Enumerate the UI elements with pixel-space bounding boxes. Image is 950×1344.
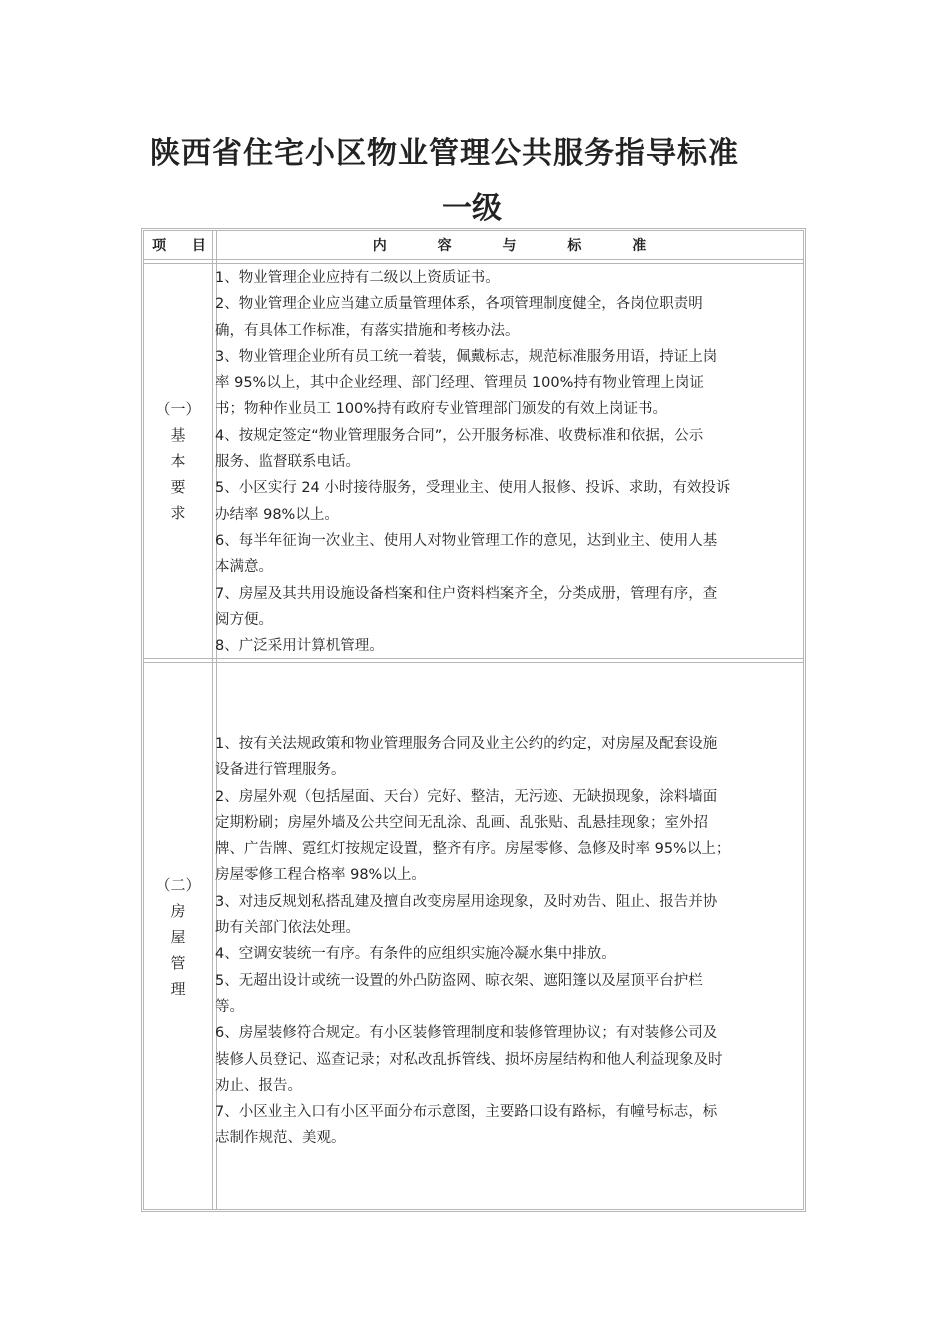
content-line: 7、小区业主入口有小区平面分布示意图，主要路口设有路标，有幢号标志，标	[215, 1104, 718, 1121]
header-item-char: 目	[191, 238, 206, 254]
section-label-basic	[144, 263, 212, 658]
content-line: 本满意。	[215, 559, 273, 576]
document-subtitle: 一级	[442, 191, 502, 226]
content-line: 2、物业管理企业应当建立质量管理体系，各项管理制度健全，各岗位职责明	[215, 296, 703, 313]
section-label-part: 本	[170, 451, 186, 470]
header-item	[144, 231, 212, 259]
content-line: 率 95%以上，其中企业经理、部门经理、管理员 100%持有物业管理上岗证	[215, 375, 704, 392]
content-line: 5、无超出设计或统一设置的外凸防盗网、晾衣架、遮阳篷以及屋顶平台护栏	[215, 972, 703, 989]
content-line: 牌、广告牌、霓红灯按规定设置，整齐有序。房屋零修、急修及时率 95%以上；	[215, 841, 731, 858]
section-label-part: （二）	[155, 876, 201, 894]
content-line: 2、房屋外观（包括屋面、天台）完好、整洁，无污迹、无缺损现象，涂料墙面	[215, 788, 718, 805]
section-label-part: 理	[170, 980, 186, 998]
content-line: 3、物业管理企业所有员工统一着装，佩戴标志，规范标准服务用语，持证上岗	[215, 348, 718, 365]
content-line: 4、按规定签定“物业管理服务合同”，公开服务标准、收费标准和依据，公示	[215, 427, 704, 444]
content-line: 阅方便。	[215, 611, 273, 628]
content-line: 服务、监督联系电话。	[215, 454, 360, 471]
content-line: 3、对违反规划私搭乱建及擅自改变房屋用途现象，及时劝告、阻止、报告并协	[215, 893, 718, 910]
content-line: 6、每半年征询一次业主、使用人对物业管理工作的意见，达到业主、使用人基	[215, 532, 718, 549]
header-content-char: 准	[632, 238, 647, 254]
header-item-char: 项	[152, 238, 167, 254]
section-label-part: 要	[170, 477, 186, 496]
content-line: 1、物业管理企业应持有二级以上资质证书。	[215, 270, 500, 286]
content-line: 确，有具体工作标准，有落实措施和考核办法。	[215, 322, 520, 339]
content-line: 8、广泛采用计算机管理。	[215, 638, 384, 655]
content-line: 7、房屋及其共用设施设备档案和住户资料档案齐全，分类成册，管理有序，查	[215, 585, 718, 602]
header-content	[216, 231, 803, 259]
section-label-part: 屋	[170, 928, 186, 946]
standards-table	[141, 228, 806, 1212]
content-line: 书；物种作业员工 100%持有政府专业管理部门颁发的有效上岗证书。	[215, 401, 668, 418]
content-line: 5、小区实行 24 小时接待服务，受理业主、使用人报修、投诉、求助，有效投诉	[215, 480, 731, 497]
section-label-part: 管	[170, 954, 186, 972]
content-line: 1、按有关法规政策和物业管理服务合同及业主公约的约定，对房屋及配套设施	[215, 736, 718, 752]
content-line: 房屋零修工程合格率 98%以上。	[215, 867, 426, 884]
content-line: 定期粉刷；房屋外墙及公共空间无乱涂、乱画、乱张贴、乱悬挂现象；室外招	[215, 814, 708, 831]
content-line: 4、空调安装统一有序。有条件的应组织实施冷凝水集中排放。	[215, 946, 616, 963]
content-line: 志制作规范、美观。	[215, 1130, 346, 1147]
header-content-char: 标	[567, 238, 582, 254]
content-line: 办结率 98%以上。	[215, 506, 339, 523]
section-label-housing	[144, 662, 212, 1212]
section-label-part: 基	[170, 425, 186, 444]
section-label-part: 求	[170, 503, 186, 522]
document-title: 陕西省住宅小区物业管理公共服务指导标准	[150, 136, 739, 171]
header-content-char: 与	[502, 238, 517, 254]
content-line: 设备进行管理服务。	[215, 762, 346, 779]
section-content-housing	[215, 731, 803, 1152]
content-line: 6、房屋装修符合规定。有小区装修管理制度和装修管理协议；有对装修公司及	[215, 1025, 718, 1042]
content-line: 助有关部门依法处理。	[215, 920, 360, 937]
section-label-part: （一）	[155, 399, 201, 418]
content-line: 等。	[215, 998, 244, 1015]
section-label-part: 房	[170, 902, 186, 920]
header-content-char: 内	[372, 238, 387, 254]
content-line: 劝止、报告。	[215, 1077, 302, 1094]
content-line: 装修人员登记、巡查记录；对私改乱拆管线、损坏房屋结构和他人利益现象及时	[215, 1051, 723, 1068]
header-content-char: 容	[437, 238, 452, 254]
section-content-basic	[215, 265, 803, 659]
